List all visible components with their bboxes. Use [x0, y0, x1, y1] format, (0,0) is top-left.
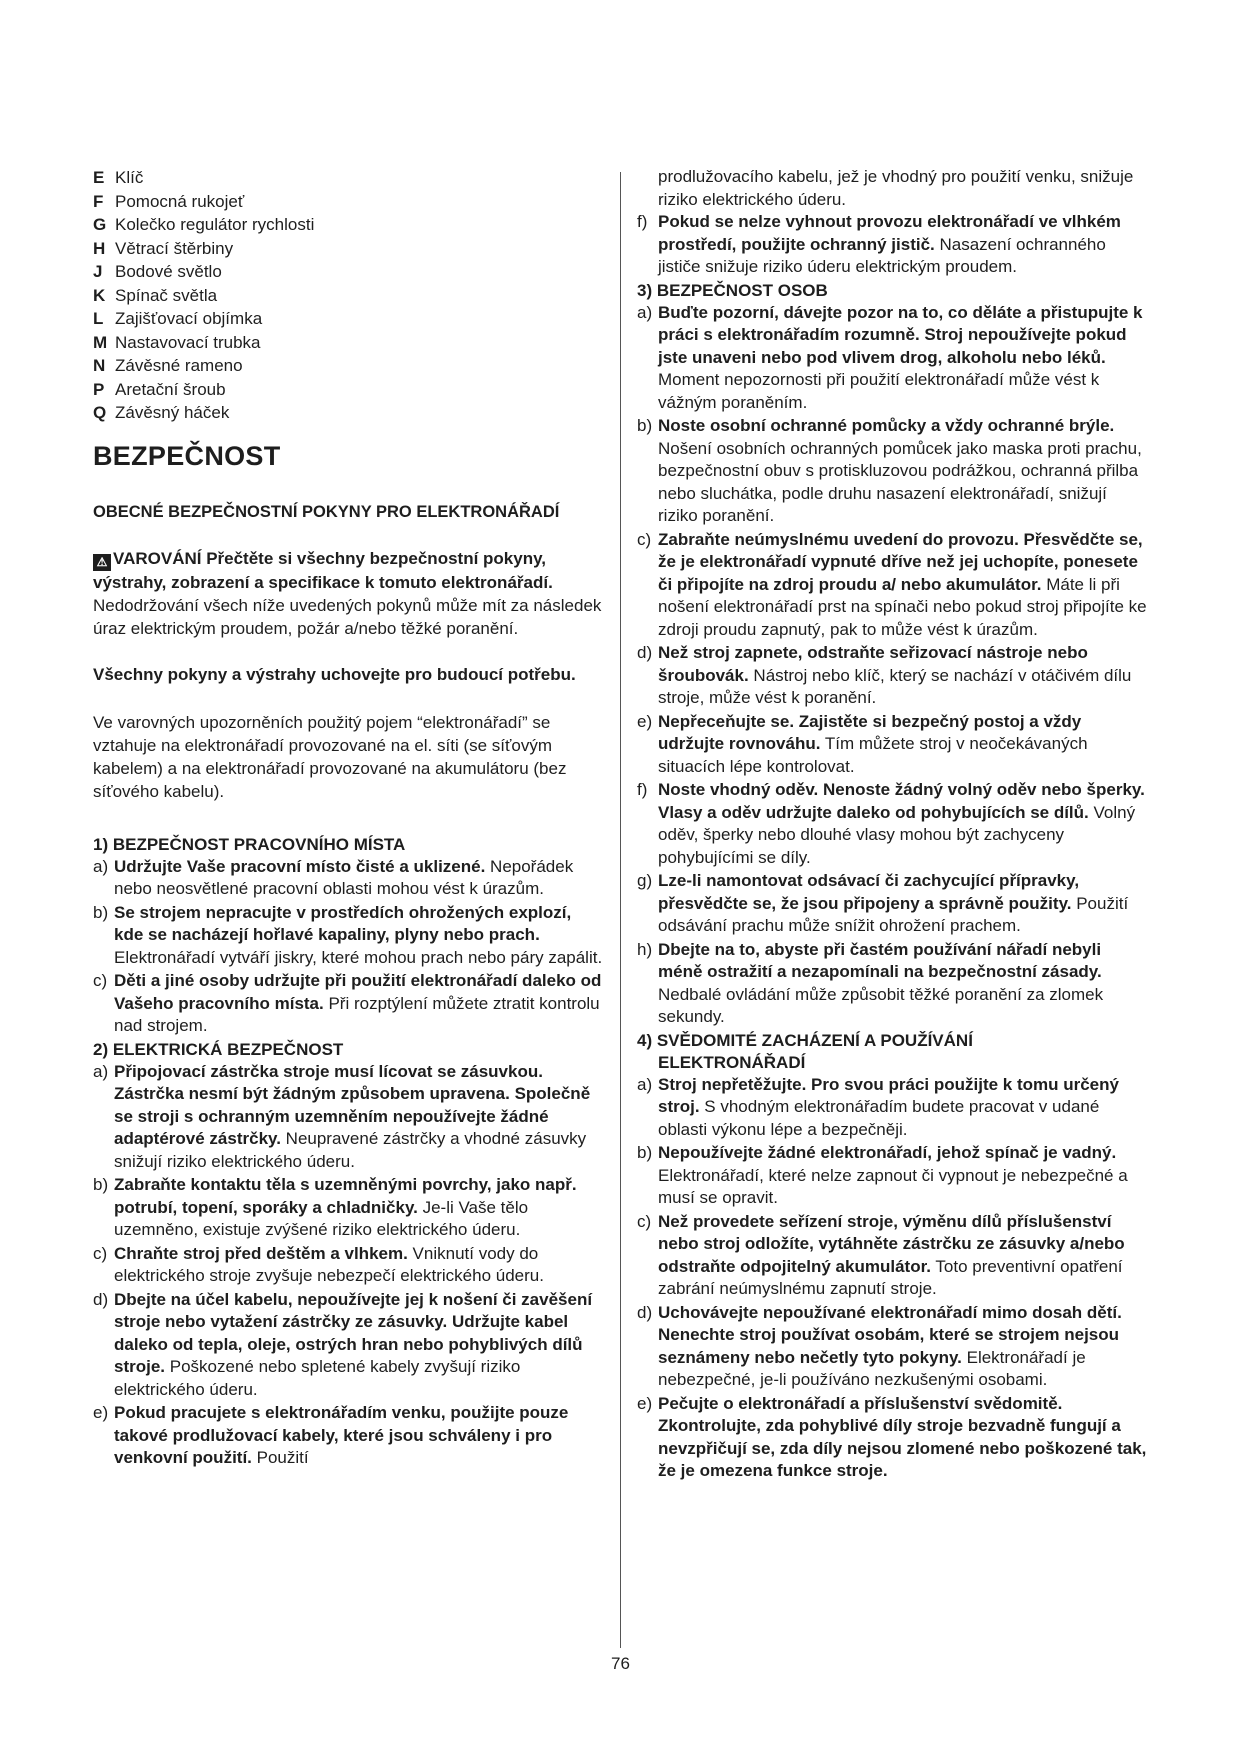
section2-title: 2) ELEKTRICKÁ BEZPEČNOST [93, 1039, 344, 1059]
intro-paragraph: Ve varovných upozorněních použitý pojem “elektronářadí” se vztahuje na elektronářadí provozované na el. síti (se síťovým kabelem) a na elektronářadí provozované na akumulátoru (bez síťového kabelu). [93, 712, 567, 801]
parts-list-item: J Bodové světlo [93, 262, 222, 281]
list-item: a) Připojovací zástrčka stroje musí lícovat se zásuvkou. Zástrčka nesmí být žádným způsobem upravena. Společně se stroji s ochranným uzemněním nepoužívejte žádné adaptérové zástrčky. Neupravené zástrčky a vhodné zásuvky snižují riziko elektrického úderu. [93, 1061, 591, 1171]
list-item: a) Udržujte Vaše pracovní místo čisté a uklizené. Nepořádek nebo neosvětlené pracovní oblasti mohou vést k úrazům. [93, 856, 574, 898]
section3-title: 3) BEZPEČNOST OSOB [637, 280, 828, 300]
warning-triangle-icon: ⚠ [93, 554, 111, 571]
list-item: c) Děti a jiné osoby udržujte při použití elektronářadí daleko od Vašeho pracovního místa. Při rozptýlení můžete ztratit kontrolu nad strojem. [93, 971, 602, 1035]
list-item: e) Nepřeceňujte se. Zajistěte si bezpečný postoj a vždy udržujte rovnováhu. Tím můžete stroj v neočekávaných situacích lépe kontrolovat. [637, 711, 1088, 776]
keep-note: Všechny pokyny a výstrahy uchovejte pro budoucí potřebu. [93, 664, 576, 684]
list-item: d) Uchovávejte nepoužívané elektronářadí mimo dosah dětí. Nenechte stroj používat osobám, které se strojem nejsou seznámeny nebo nečetly tyto pokyny. Elektronářadí je nebezpečné, je-li používáno nezkušenými osobami. [637, 1302, 1122, 1389]
parts-list-item: P Aretační šroub [93, 379, 226, 399]
list-item: b) Se strojem nepracujte v prostředích ohrožených explozí, kde se nacházejí hořlavé kapaliny, plyny nebo prach. Elektronářadí vytváří jiskry, které mohou prach nebo páry zapálit. [93, 902, 603, 967]
list-item: f) Noste vhodný oděv. Nenoste žádný volný oděv nebo šperky. Vlasy a oděv udržujte daleko od pohybujících se dílů. Volný oděv, šperky nebo dlouhé vlasy mohou být zachyceny pohybujícími se díly. [637, 780, 1145, 867]
list-item-continuation: prodlužovacího kabelu, jež je vhodný pro použití venku, snižuje riziko elektrického úderu. [658, 167, 1134, 209]
list-item: c) Chraňte stroj před deštěm a vlhkem. Vniknutí vody do elektrického stroje zvyšuje nebezpečí elektrického úderu. [93, 1243, 544, 1285]
parts-list-item: G Kolečko regulátor rychlosti [93, 215, 315, 234]
right-column [637, 166, 1147, 1484]
parts-list-item: N Závěsné rameno [93, 356, 243, 375]
parts-list-item: H Větrací štěrbiny [93, 238, 234, 258]
parts-list-item: M Nastavovací trubka [93, 332, 261, 352]
list-item: d) Než stroj zapnete, odstraňte seřizovací nástroje nebo šroubovák. Nástroj nebo klíč, který se nachází v otáčivém dílu stroje, může vést k poranění. [637, 643, 1132, 707]
parts-list-item: F Pomocná rukojeť [93, 191, 245, 211]
list-item: h) Dbejte na to, abyste při častém používání nářadí nebyli méně ostražití a nezapomínali na bezpečnostní zásady. Nedbalé ovládání může způsobit těžké poranění za zlomek sekundy. [637, 939, 1104, 1026]
parts-list-item: L Zajišťovací objímka [93, 309, 263, 328]
list-item: b) Nepoužívejte žádné elektronářadí, jehož spínač je vadný. Elektronářadí, které nelze zapnout či vypnout je nebezpečné a musí se opravit. [637, 1143, 1128, 1207]
parts-list-item: K Spínač světla [93, 285, 218, 305]
section-subheading: OBECNÉ BEZPEČNOSTNÍ POKYNY PRO ELEKTRONÁŘADÍ [93, 502, 560, 521]
parts-list-item: E Klíč [93, 168, 144, 187]
section-heading: BEZPEČNOST [93, 440, 281, 471]
parts-list-item: Q Závěsný háček [93, 403, 230, 422]
list-item: e) Pokud pracujete s elektronářadím venku, použijte pouze takové prodlužovací kabely, které jsou schváleny i pro venkovní použití. Použití [93, 1403, 569, 1467]
left-column [93, 166, 603, 1471]
section4-title-line2: ELEKTRONÁŘADÍ [658, 1052, 806, 1072]
list-item: c) Zabraňte neúmyslnému uvedení do provozu. Přesvědčte se, že je elektronářadí vypnuté dříve než jej uchopíte, ponesete či připojíte na zdroj proudu a/ nebo akumulátor. Máte li při nošení elektronářadí prst na spínači nebo pokud stroj připojíte ke zdroji proudu zapnutý, pak to může vést k úrazům. [637, 529, 1147, 639]
section1-title: 1) BEZPEČNOST PRACOVNÍHO MÍSTA [93, 834, 406, 854]
list-item: f) Pokud se nelze vyhnout provozu elektronářadí ve vlhkém prostředí, použijte ochranný jistič. Nasazení ochranného jističe snižuje riziko úderu elektrickým proudem. [637, 212, 1121, 276]
column-divider [620, 172, 621, 1648]
section4-title: 4) SVĚDOMITÉ ZACHÁZENÍ A POUŽÍVÁNÍ [637, 1030, 973, 1050]
list-item: a) Stroj nepřetěžujte. Pro svou práci použijte k tomu určený stroj. S vhodným elektronářadím budete pracovat v udané oblasti výkonu lépe a bezpečněji. [637, 1074, 1119, 1139]
list-item: e) Pečujte o elektronářadí a příslušenství svědomitě. Zkontrolujte, zda pohyblivé díly stroje bezvadně fungují a nevzpřičují se, zda díly nejsou zlomené nebo poškozené tak, že je omezena funkce stroje. [637, 1393, 1147, 1480]
list-item: b) Zabraňte kontaktu těla s uzemněnými povrchy, jako např. potrubí, topení, sporáky a chladničky. Je-li Vaše tělo uzemněno, existuje zvýšené riziko elektrického úderu. [93, 1175, 577, 1239]
list-item: a) Buďte pozorní, dávejte pozor na to, co děláte a přistupujte k práci s elektronářadím rozumně. Stroj nepoužívejte pokud jste unaveni nebo pod vlivem drog, alkoholu nebo léků. Moment nepozornosti při použití elektronářadí může vést k vážným poraněním. [637, 302, 1143, 412]
list-item: g) Lze-li namontovat odsávací či zachycující přípravky, přesvědčte se, že jsou připojeny a správně použity. Použití odsávání prachu může snížit ohrožení prachem. [637, 871, 1129, 935]
list-item: c) Než provedete seřízení stroje, výměnu dílů příslušenství nebo stroj odložíte, vytáhněte zástrčku ze zásuvky a/nebo odstraňte odpojitelný akumulátor. Toto preventivní opatření zabrání neúmyslnému zapnutí stroje. [637, 1211, 1125, 1298]
parts-list [93, 166, 603, 425]
page-number: 76 [611, 1654, 630, 1673]
list-item: d) Dbejte na účel kabelu, nepoužívejte jej k nošení či zavěšení stroje nebo vytažení zástrčky ze zásuvky. Udržujte kabel daleko od tepla, oleje, ostrých hran nebo pohyblivých dílů stroje. Poškozené nebo spletené kabely zvyšují riziko elektrického úderu. [93, 1289, 593, 1399]
list-item: b) Noste osobní ochranné pomůcky a vždy ochranné brýle. Nošení osobních ochranných pomůcek jako maska proti prachu, bezpečnostní obuv s protiskluzovou podrážkou, ochranná přilba nebo sluchátka, podle druhu nasazení elektronářadí, snižují riziko poranění. [637, 416, 1142, 525]
warning-paragraph: ⚠ VAROVÁNÍ Přečtěte si všechny bezpečnostní pokyny, výstrahy, zobrazení a specifikace k tomuto elektronářadí. Nedodržování všech níže uvedených pokynů může mít za následek úraz elektrickým proudem, požár a/nebo těžké poranění. [93, 548, 602, 638]
